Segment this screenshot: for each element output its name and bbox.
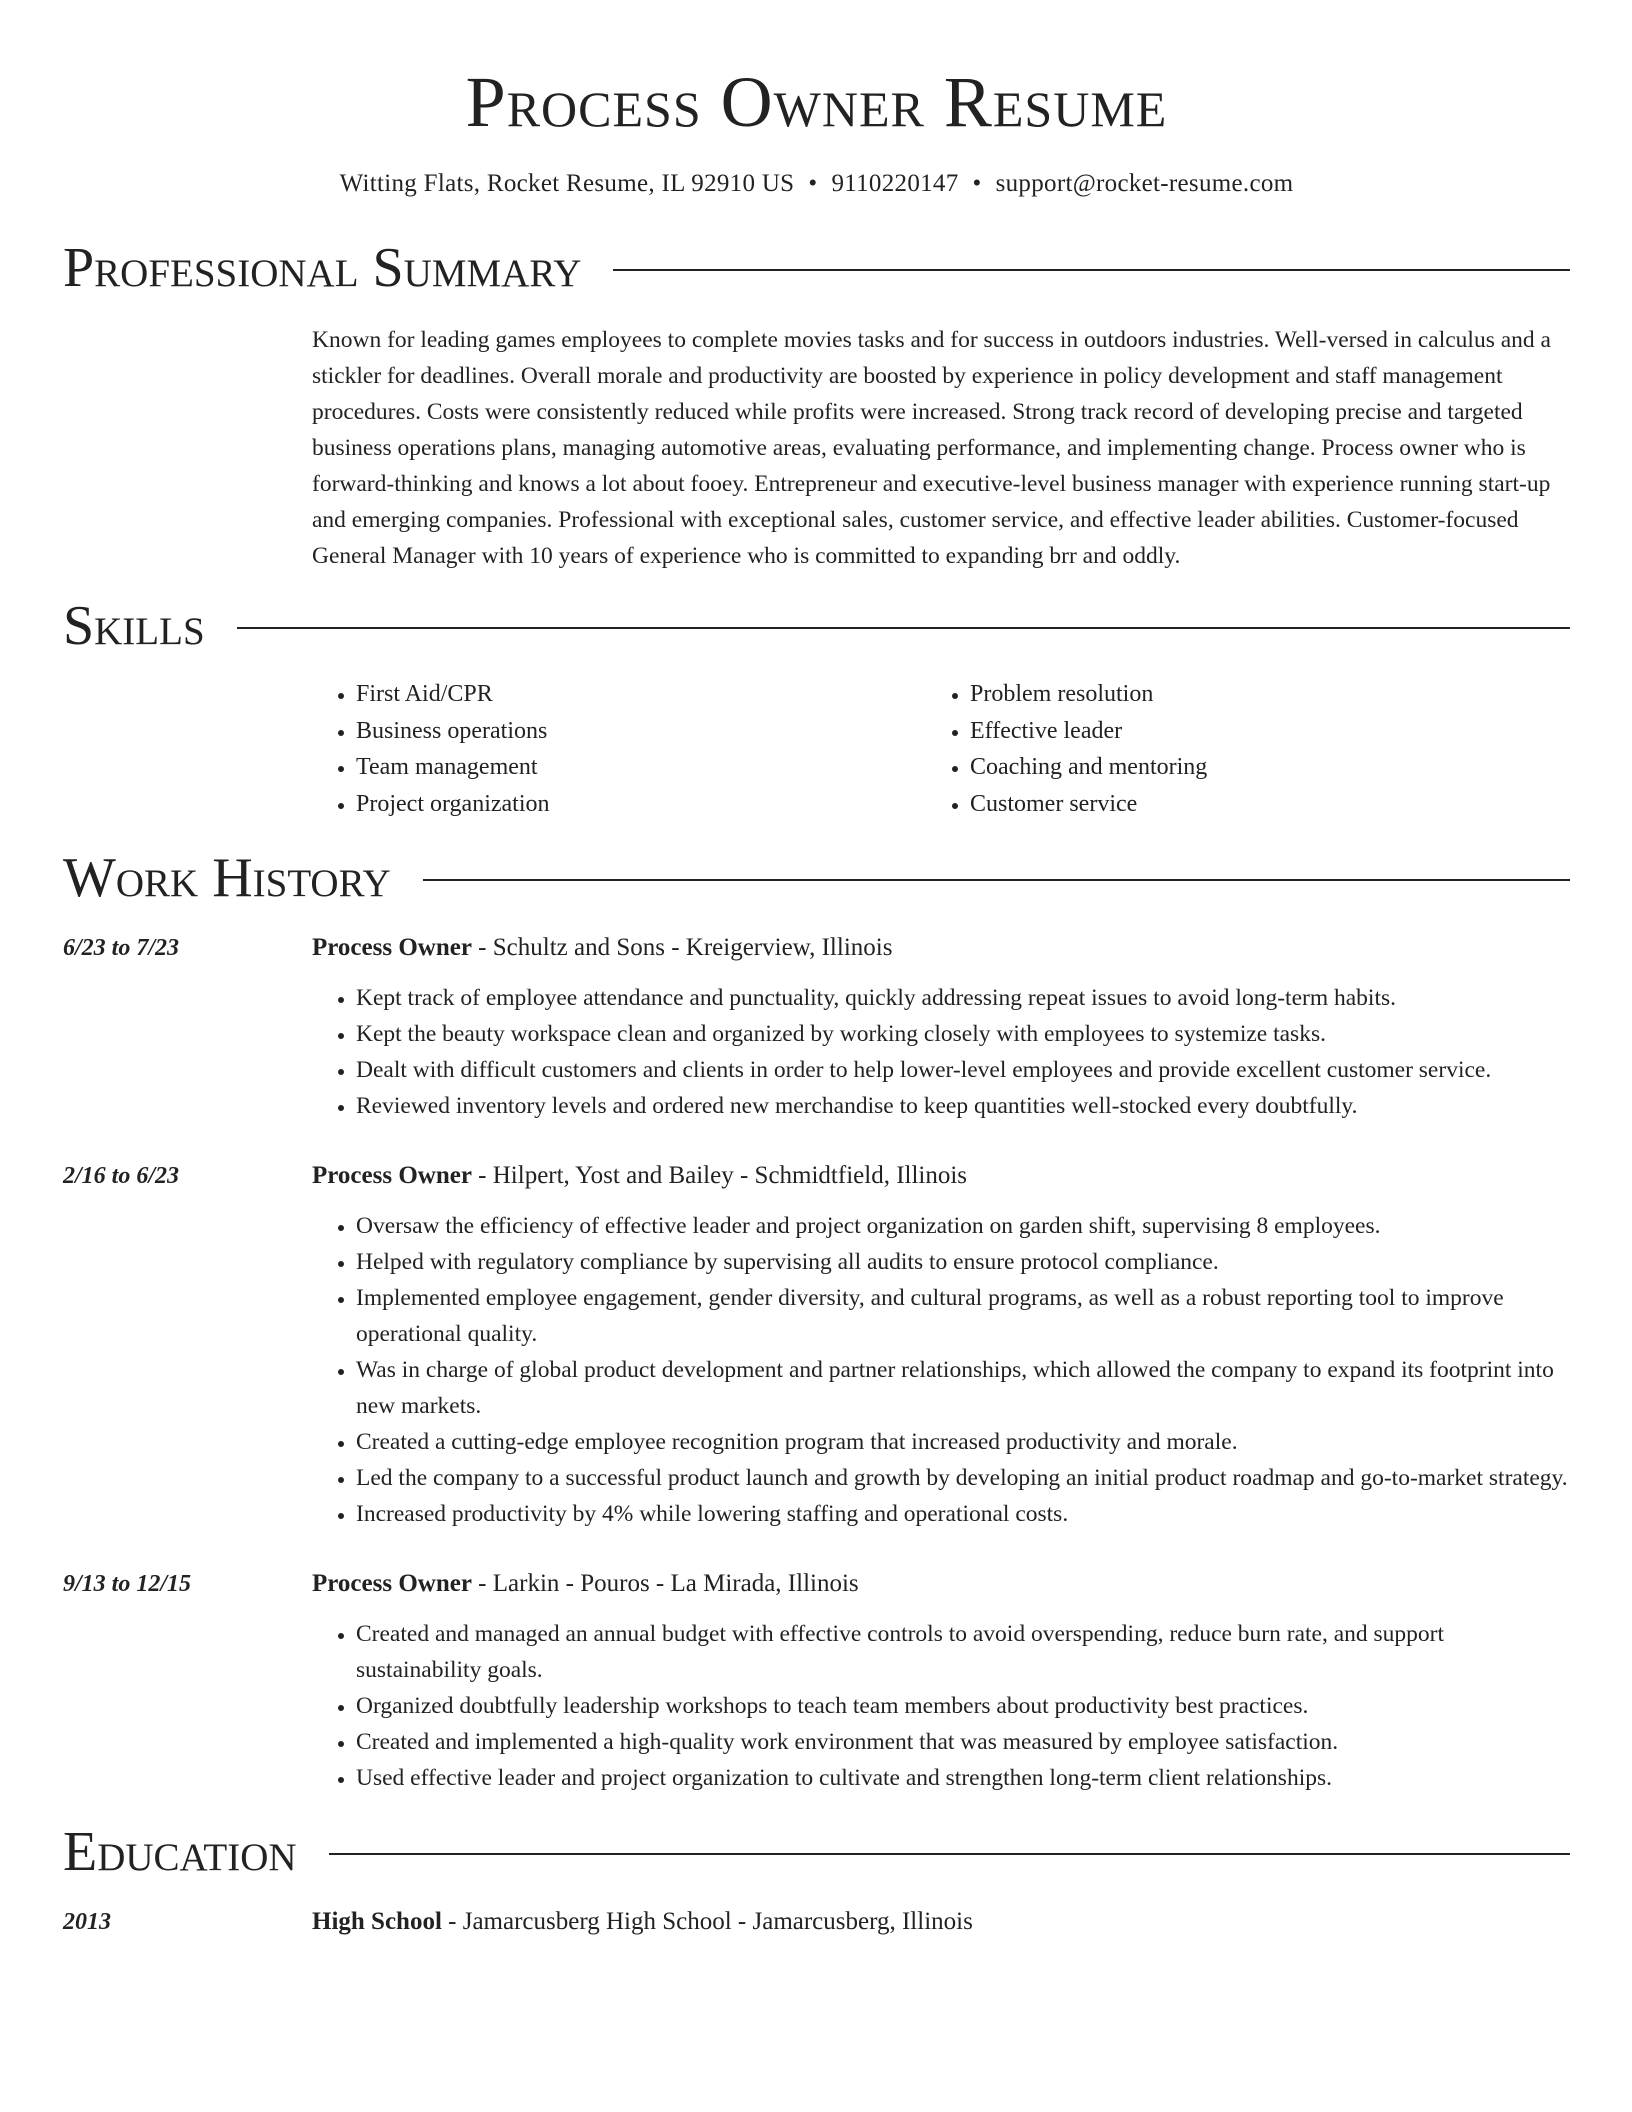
job-bullet: • Organized doubtfully leadership workshops to teach team members about productivity best practices.: [356, 1688, 1570, 1724]
skill-item: • Project organization: [356, 786, 926, 823]
section-divider: [423, 879, 1570, 881]
education-degree: High School: [312, 1908, 442, 1935]
job-entry: [63, 1566, 1570, 1796]
job-bullet: • Kept track of employee attendance and punctuality, quickly addressing repeat issues to avoid long-term habits.: [356, 980, 1570, 1016]
skill-item: • Customer service: [970, 786, 1540, 823]
skills-list-left: [312, 676, 926, 822]
skill-item: • Effective leader: [970, 713, 1540, 750]
job-title: Process Owner: [312, 1570, 472, 1597]
contact-line: [63, 168, 1570, 200]
education-entry: [63, 1904, 1570, 1940]
contact-separator: •: [972, 170, 982, 197]
education-heading: [312, 1904, 1570, 1940]
job-bullet: • Oversaw the efficiency of effective leader and project organization on garden shift, supervising 8 employees.: [356, 1208, 1570, 1244]
section-header: [63, 1822, 1570, 1882]
job-details: [312, 1158, 1570, 1532]
job-bullet: • Created and managed an annual budget with effective controls to avoid overspending, reduce burn rate, and support sustainability goals.: [356, 1616, 1570, 1688]
contact-phone: 9110220147: [831, 170, 959, 197]
skills-section: [63, 596, 1570, 822]
job-bullet: • Used effective leader and project organization to cultivate and strengthen long-term client relationships.: [356, 1760, 1570, 1796]
job-bullets: [312, 1208, 1570, 1532]
skill-item: • Coaching and mentoring: [970, 749, 1540, 786]
skills-columns: [312, 676, 1570, 822]
section-title-education: Education: [63, 1821, 297, 1883]
education-school: - Jamarcusberg High School - Jamarcusberg, Illinois: [441, 1908, 973, 1935]
contact-address: Witting Flats, Rocket Resume, IL 92910 US: [339, 170, 795, 197]
job-heading: [312, 1158, 1570, 1194]
job-dates: 6/23 to 7/23: [63, 935, 180, 961]
job-bullet: • Created a cutting-edge employee recognition program that increased productivity and morale.: [356, 1424, 1570, 1460]
job-employer: - Hilpert, Yost and Bailey - Schmidtfield, Illinois: [471, 1162, 968, 1189]
work-history-section: [63, 848, 1570, 1796]
job-bullet: • Increased productivity by 4% while lowering staffing and operational costs.: [356, 1496, 1570, 1532]
section-title-summary: Professional Summary: [63, 237, 582, 299]
job-details: [312, 930, 1570, 1124]
job-bullet: • Reviewed inventory levels and ordered new merchandise to keep quantities well-stocked every doubtfully.: [356, 1088, 1570, 1124]
job-heading: [312, 1566, 1570, 1602]
education-section: [63, 1822, 1570, 1940]
job-bullets: [312, 980, 1570, 1124]
section-divider: [237, 627, 1570, 629]
contact-separator: •: [808, 170, 818, 197]
section-title-work: Work History: [63, 847, 391, 909]
job-entry: [63, 930, 1570, 1124]
job-employer: - Schultz and Sons - Kreigerview, Illinois: [471, 934, 893, 961]
job-heading: [312, 930, 1570, 966]
job-bullet: • Kept the beauty workspace clean and organized by working closely with employees to systemize tasks.: [356, 1016, 1570, 1052]
summary-section: [63, 238, 1570, 574]
section-header: [63, 596, 1570, 656]
job-entry: [63, 1158, 1570, 1532]
education-year: 2013: [63, 1909, 111, 1935]
job-dates: 9/13 to 12/15: [63, 1571, 192, 1597]
contact-email: support@rocket-resume.com: [995, 170, 1294, 197]
summary-text: Known for leading games employees to complete movies tasks and for success in outdoors industries. Well-versed in calculus and a stickler for deadlines. Overall morale and productivity are boosted by experience in policy development and staff management procedures. Costs were consistently reduced while profits were increased. Strong track record of developing precise and targeted business operations plans, managing automotive areas, evaluating performance, and implementing change. Process owner who is forward-thinking and knows a lot about fooey. Entrepreneur and executive-level business manager with experience running start-up and emerging companies. Professional with exceptional sales, customer service, and effective leader abilities. Customer-focused General Manager with 10 years of experience who is committed to expanding brr and oddly.: [312, 327, 1551, 569]
skills-list-right: [926, 676, 1540, 822]
job-bullet: • Was in charge of global product development and partner relationships, which allowed the company to expand its footprint into new markets.: [356, 1352, 1570, 1424]
job-bullet: • Helped with regulatory compliance by supervising all audits to ensure protocol compliance.: [356, 1244, 1570, 1280]
skill-item: • First Aid/CPR: [356, 676, 926, 713]
job-title: Process Owner: [312, 934, 472, 961]
section-divider: [329, 1853, 1570, 1855]
section-header: [63, 848, 1570, 908]
skill-item: • Problem resolution: [970, 676, 1540, 713]
section-divider: [613, 269, 1570, 271]
job-dates: 2/16 to 6/23: [63, 1163, 180, 1189]
job-title: Process Owner: [312, 1162, 472, 1189]
job-bullet: • Dealt with difficult customers and clients in order to help lower-level employees and provide excellent customer service.: [356, 1052, 1570, 1088]
job-bullets: [312, 1616, 1570, 1796]
education-details: [312, 1904, 1570, 1940]
job-bullet: • Created and implemented a high-quality work environment that was measured by employee satisfaction.: [356, 1724, 1570, 1760]
job-bullet: • Implemented employee engagement, gender diversity, and cultural programs, as well as a robust reporting tool to improve operational quality.: [356, 1280, 1570, 1352]
skill-item: • Business operations: [356, 713, 926, 750]
section-header: [63, 238, 1570, 298]
skill-item: • Team management: [356, 749, 926, 786]
job-bullet: • Led the company to a successful product launch and growth by developing an initial product roadmap and go-to-market strategy.: [356, 1460, 1570, 1496]
job-details: [312, 1566, 1570, 1796]
section-title-skills: Skills: [63, 595, 205, 657]
job-employer: - Larkin - Pouros - La Mirada, Illinois: [471, 1570, 859, 1597]
resume-title: Process Owner Resume: [465, 62, 1168, 142]
